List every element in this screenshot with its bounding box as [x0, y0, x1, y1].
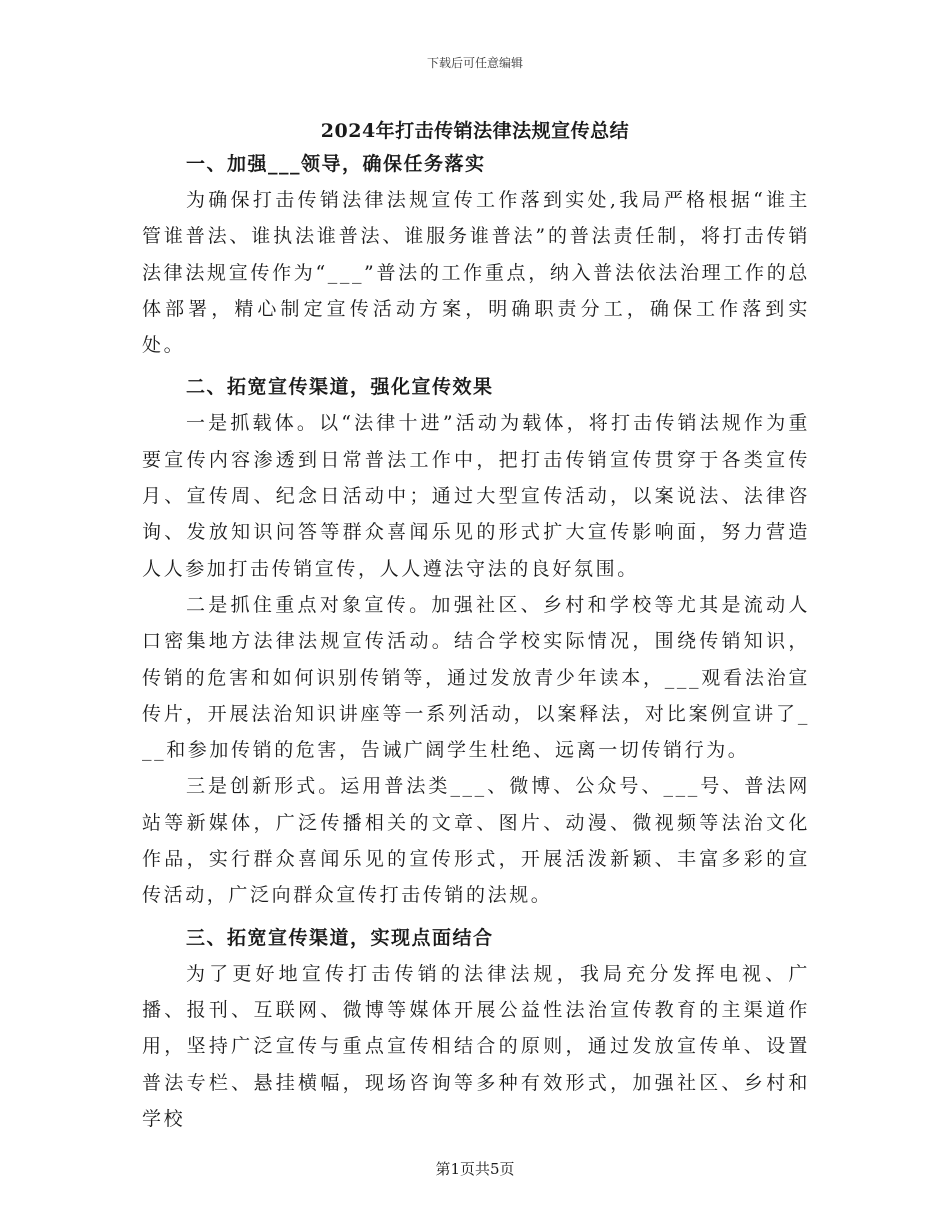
- paragraph: 三是创新形式。运用普法类___、微博、公众号、___号、普法网站等新媒体，广泛传播相关的文章、图片、动漫、微视频等法治文化作品，实行群众喜闻乐见的宣传形式，开展活泼新颖、丰富多彩的宣传活动，广泛向群众宣传打击传销的法规。: [142, 775, 810, 907]
- section-heading-3: 三、拓宽宣传渠道，实现点面结合: [186, 926, 494, 949]
- section-heading-2: 二、拓宽宣传渠道，强化宣传效果: [186, 376, 494, 399]
- document-title: 2024年打击传销法律法规宣传总结: [320, 120, 630, 142]
- header-note: 下载后可任意编辑: [426, 56, 523, 70]
- paragraph: 二是抓住重点对象宣传。加强社区、乡村和学校等尤其是流动人口密集地方法律法规宣传活动。结合学校实际情况，围绕传销知识，传销的危害和如何识别传销等，通过发放青少年读本，___观看法治宣传片，开展法治知识讲座等一系列活动，以案释法，对比案例宣讲了___和参加传销的危害，告诫广阔学生杜绝、远离一切传销行为。: [142, 593, 810, 762]
- page-number: 第1页共5页: [435, 1160, 515, 1178]
- section-heading-1: 一、加强___领导，确保任务落实: [186, 153, 486, 175]
- paragraph: 为确保打击传销法律法规宣传工作落到实处,我局严格根据“谁主管谁普法、谁执法谁普法、谁服务谁普法”的普法责任制，将打击传销法律法规宣传作为“___”普法的工作重点，纳入普法依法治理工作的总体部署，精心制定宣传活动方案，明确职责分工，确保工作落到实处。: [142, 189, 810, 357]
- document-body: [142, 146, 810, 1137]
- paragraph: 为了更好地宣传打击传销的法律法规，我局充分发挥电视、广播、报刊、互联网、微博等媒体开展公益性法治宣传教育的主渠道作用，坚持广泛宣传与重点宣传相结合的原则，通过发放宣传单、设置普法专栏、悬挂横幅，现场咨询等多种有效形式，加强社区、乡村和学校: [142, 962, 810, 1130]
- paragraph: 一是抓载体。以“法律十进”活动为载体，将打击传销法规作为重要宣传内容渗透到日常普法工作中，把打击传销宣传贯穿于各类宣传月、宣传周、纪念日活动中；通过大型宣传活动，以案说法、法律咨询、发放知识问答等群众喜闻乐见的形式扩大宣传影响面，努力营造人人参加打击传销宣传，人人遵法守法的良好氛围。: [142, 412, 810, 580]
